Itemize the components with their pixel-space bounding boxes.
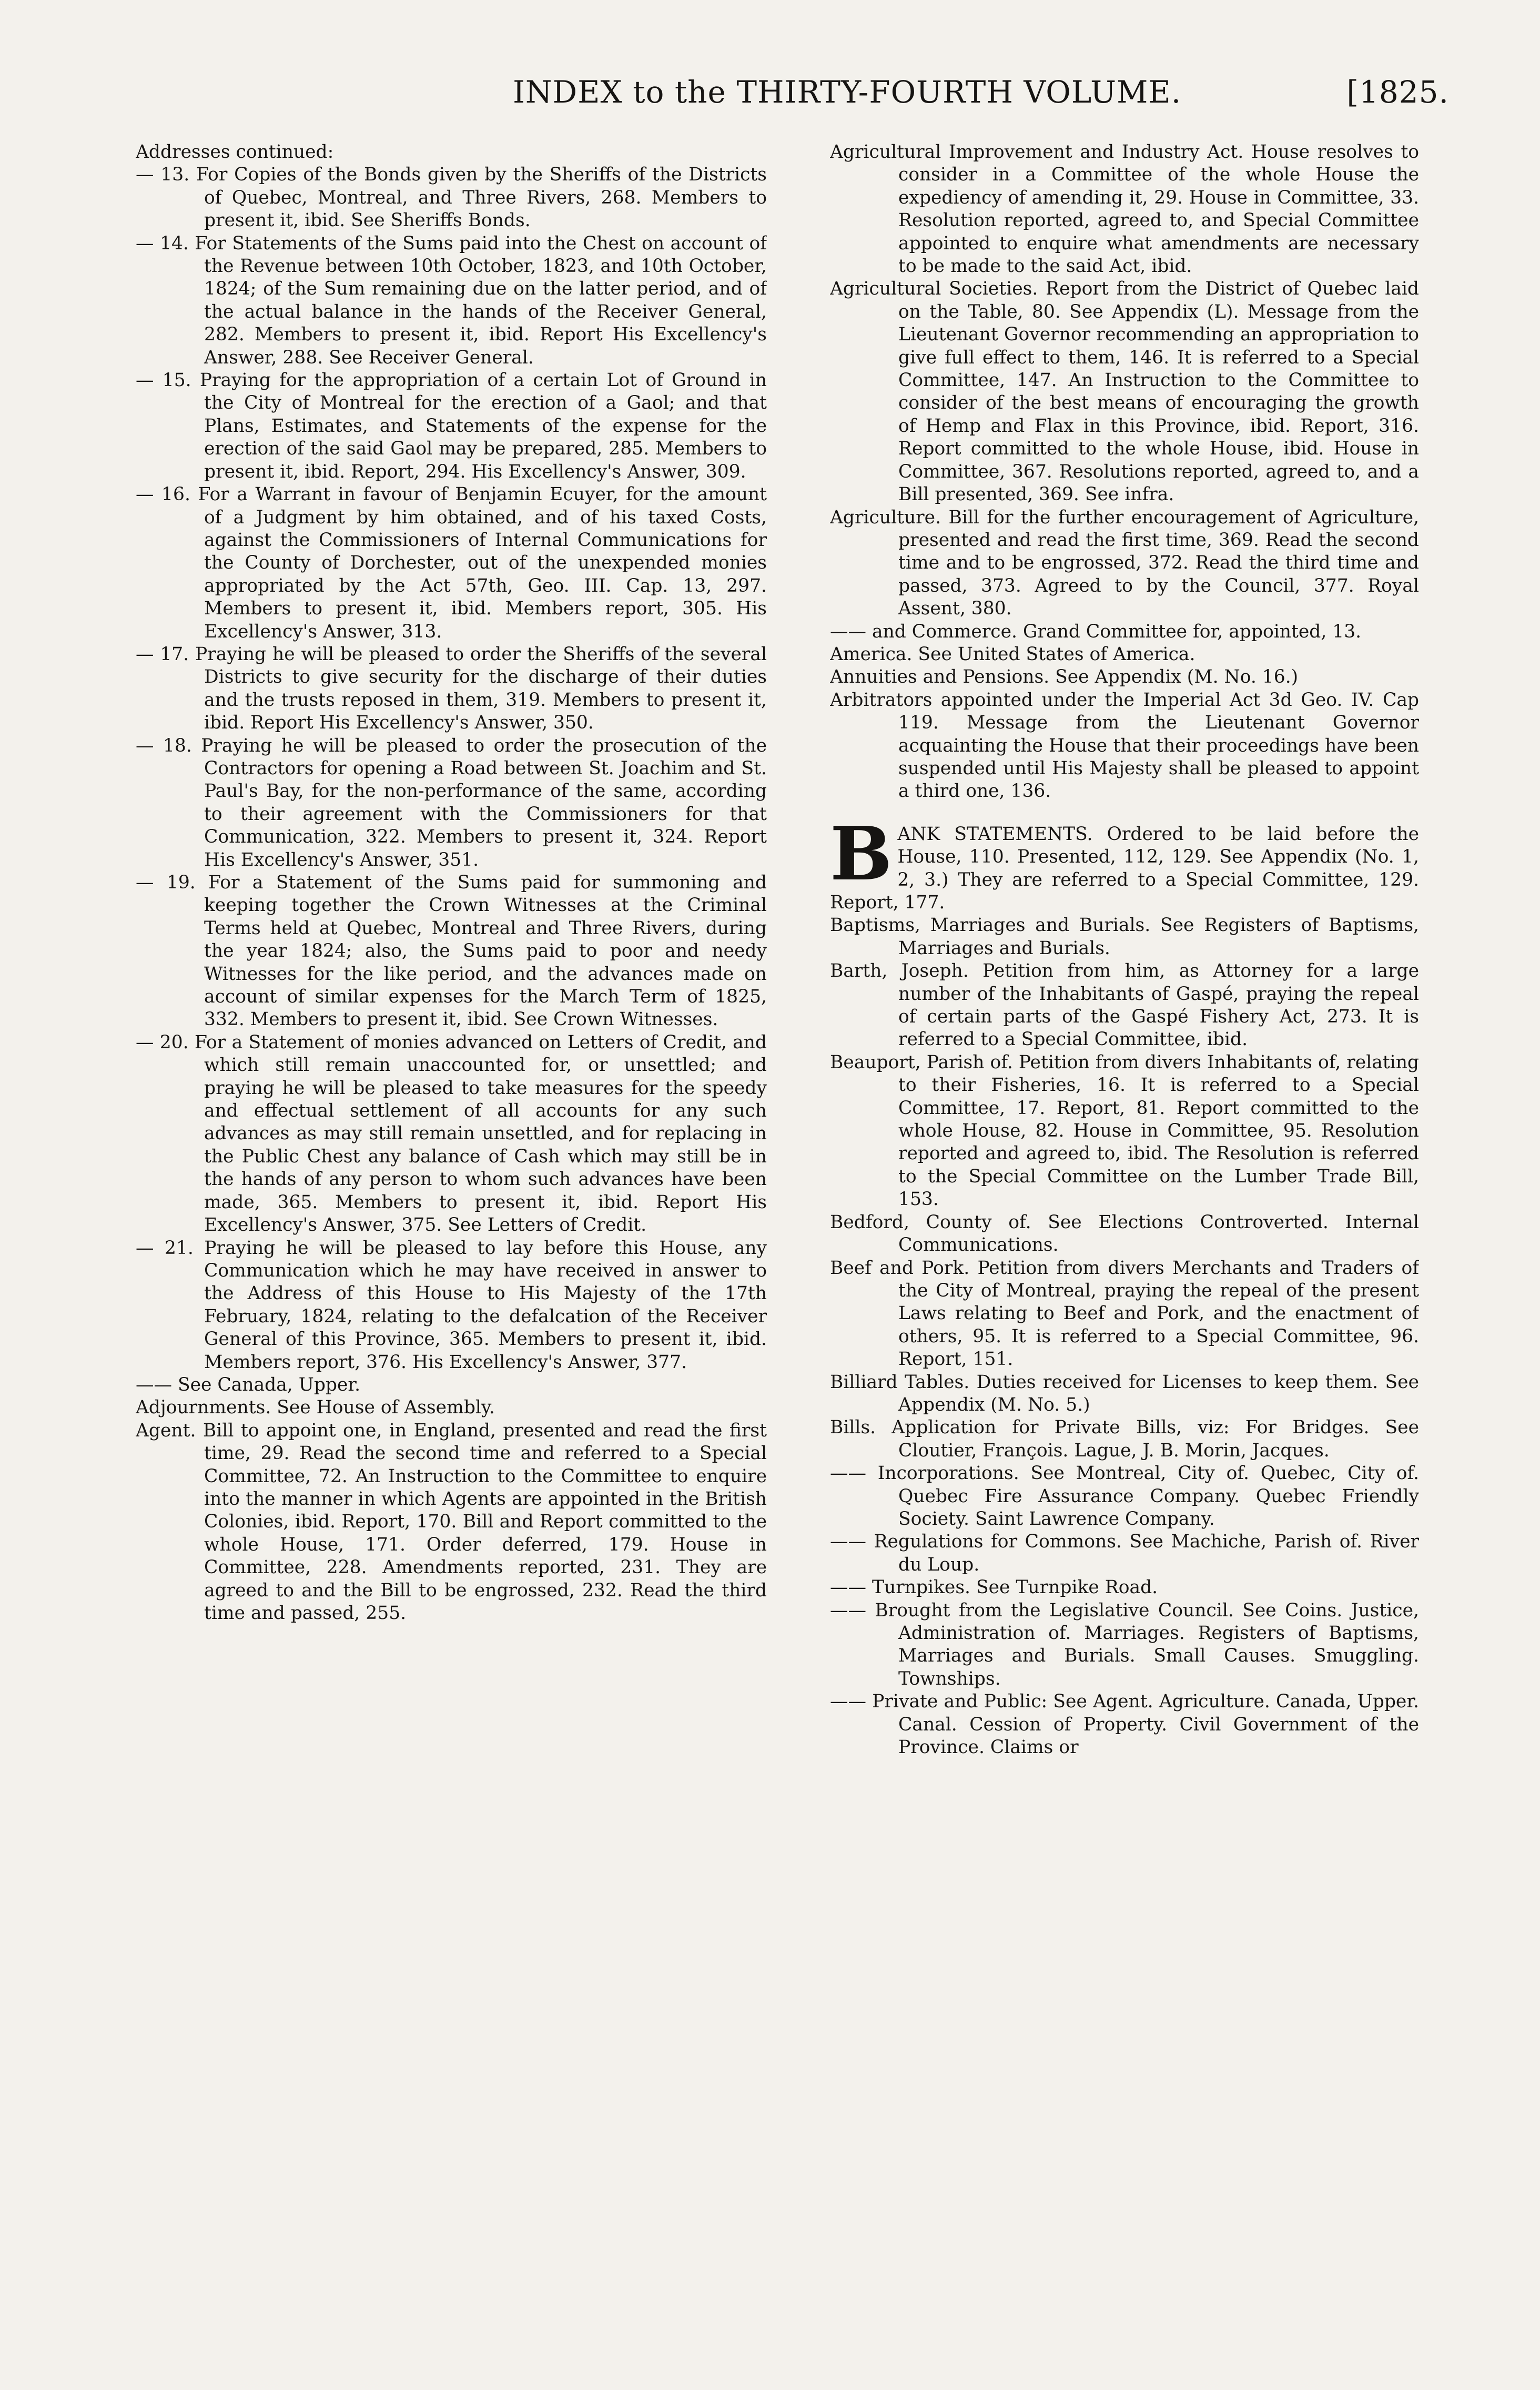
index-entry: Agent. Bill to appoint one, in England, presented and read the first time, 29. Read the second time and referred to a Special Committee, 72. An Instruction to the Committee to enquire into the manner in which Agents are appointed in the British Colonies, ibid. Report, 170. Bill and Report committed to the whole House, 171. Order deferred, 179. House in Committee, 228. Amendments reported, 231. They are agreed to and the Bill to be engrossed, 232. Read the third time and passed, 255. [136, 1420, 767, 1624]
index-entry: Beef and Pork. Petition from divers Merchants and Traders of the City of Montreal, praying the repeal of the present Laws relating to Beef and Pork, and the enactment of others, 95. It is referred to a Special Committee, 96. Report, 151. [830, 1257, 1419, 1370]
index-entry: Annuities and Pensions. See Appendix (M. No. 16.) [830, 666, 1299, 688]
index-entry: Addresses continued: [136, 141, 334, 163]
index-entry: — 13. For Copies of the Bonds given by the Sheriffs of the Districts of Quebec, Montreal, and Three Rivers, 268. Members to present it, ibid. See Sheriffs Bonds. [136, 164, 767, 231]
page-header [513, 68, 1449, 116]
right-column [830, 141, 1419, 2366]
page-title: INDEX to the THIRTY-FOURTH VOLUME. [513, 74, 1182, 110]
index-entry: —— Incorporations. See Montreal, City of. Quebec, City of. Quebec Fire Assurance Company. Quebec Friendly Society. Saint Lawrence Company. [830, 1463, 1419, 1530]
index-entry: — 18. Praying he will be pleased to order the prosecution of the Contractors for opening a Road between St. Joachim and St. Paul's Bay, for the non-performance of the same, according to their agreement with the Commissioners for that Communication, 322. Members to present it, 324. Report His Excellency's Answer, 351. [136, 735, 767, 870]
index-entry: Agriculture. Bill for the further encouragement of Agriculture, presented and read the first time, 369. Read the second time and to be engrossed, 372. Read the third time and passed, 373. Agreed to by the Council, 377. Royal Assent, 380. [830, 507, 1419, 620]
index-entry: — 17. Praying he will be pleased to order the Sheriffs of the several Districts to give security for the discharge of their duties and the trusts reposed in them, 319. Members to present it, ibid. Report His Excellency's Answer, 350. [136, 643, 767, 734]
index-entry: —— and Commerce. Grand Committee for, appointed, 13. [830, 621, 1362, 642]
index-entry: — 21. Praying he will be pleased to lay before this House, any Communication which he may have received in answer to the Address of this House to His Majesty of the 17th February, 1824, relating to the defalcation of the Receiver General of this Province, 365. Members to present it, ibid. Members report, 376. His Excellency's Answer, 377. [136, 1237, 767, 1373]
index-entry: —— Private and Public: See Agent. Agriculture. Canada, Upper. Canal. Cession of Property. Civil Government of the Province. Claims or [830, 1691, 1419, 1758]
index-entry: Baptisms, Marriages and Burials. See Registers of Baptisms, Marriages and Burials. [830, 915, 1419, 959]
index-entry: Agricultural Societies. Report from the District of Quebec laid on the Table, 80. See Appendix (L). Message from the Lieutenant Governor recommending an appropriation to give full effect to them, 146. It is referred to a Special Committee, 147. An Instruction to the Committee to consider of the best means of encouraging the growth of Hemp and Flax in this Province, ibid. Report, 316. Report committed to the whole House, ibid. House in Committee, 367. Resolutions reported, agreed to, and a Bill presented, 369. See infra. [830, 278, 1419, 505]
index-entry: Bedford, County of. See Elections Controverted. Internal Communications. [830, 1211, 1419, 1256]
index-entry: —— Regulations for Commons. See Machiche, Parish of. River du Loup. [830, 1531, 1419, 1575]
index-entry: —— Brought from the Legislative Council. See Coins. Justice, Administration of. Marriages. Registers of Baptisms, Marriages and Burials. Small Causes. Smuggling. Townships. [830, 1599, 1419, 1689]
index-entry: —— See Canada, Upper. [136, 1374, 361, 1395]
index-entry: — 19. For a Statement of the Sums paid for summoning and keeping together the Crown Witnesses at the Criminal Terms held at Quebec, Montreal and Three Rivers, during the year 1824; also, the Sums paid to poor and needy Witnesses for the like period, and the advances made on account of similar expenses for the March Term of 1825, 332. Members to present it, ibid. See Crown Witnesses. [136, 872, 767, 1030]
left-column [136, 141, 767, 2366]
index-entry: —— Turnpikes. See Turnpike Road. [830, 1577, 1158, 1598]
index-entry: Bills. Application for Private Bills, viz: For Bridges. See Cloutier, François. Lague, J. B. Morin, Jacques. [830, 1417, 1419, 1461]
index-entry: Billiard Tables. Duties received for Licenses to keep them. See Appendix (M. No. 5.) [830, 1371, 1419, 1415]
index-entry: — 15. Praying for the appropriation of a certain Lot of Ground in the City of Montreal for the erection of a Gaol; and that Plans, Estimates, and Statements of the expense for the erection of the said Gaol may be prepared, 285. Members to present it, ibid. Report, 294. His Excellency's Answer, 309. [136, 370, 767, 482]
page-year: [1825. [1346, 74, 1449, 110]
index-entry: Adjournments. See House of Assembly. [136, 1397, 495, 1419]
index-entry: — 14. For Statements of the Sums paid into the Chest on account of the Revenue between 10th October, 1823, and 10th October, 1824; of the Sum remaining due on the latter period, and of the actual balance in the hands of the Receiver General, 282. Members to present it, ibid. Report His Excellency's Answer, 288. See Receiver General. [136, 232, 767, 368]
index-entry: — 16. For a Warrant in favour of Benjamin Ecuyer, for the amount of a Judgment by him obtained, and of his taxed Costs, against the Commissioners of Internal Communications for the County of Dorchester, out of the unexpended monies appropriated by the Act 57th, Geo. III. Cap. 13, 297. Members to present it, ibid. Members report, 305. His Excellency's Answer, 313. [136, 484, 767, 642]
drop-cap-letter: B [830, 811, 893, 897]
index-entry: Arbitrators appointed under the Imperial Act 3d Geo. IV. Cap 119. Message from the Lieutenant Governor acquainting the House that their proceedings have been suspended until His Majesty shall be pleased to appoint a third one, 136. [830, 689, 1419, 802]
index-entry: Barth, Joseph. Petition from him, as Attorney for a large number of the Inhabitants of Gaspé, praying the repeal of certain parts of the Gaspé Fishery Act, 273. It is referred to a Special Committee, ibid. [830, 960, 1419, 1050]
index-entry: — 20. For a Statement of monies advanced on Letters of Credit, and which still remain unaccounted for, or unsettled; and praying he will be pleased to take measures for the speedy and effectual settlement of all accounts for any such advances as may still remain unsettled, and for replacing in the Public Chest any balance of Cash which may still be in the hands of any person to whom such advances have been made, 365. Members to present it, ibid. Report His Excellency's Answer, 375. See Letters of Credit. [136, 1031, 767, 1236]
bank-statements-text: ANK STATEMENTS. Ordered to be laid before the House, 110. Presented, 112, 129. See Appendix (No. 1, 2, 3.) They are referred to a Special Committee, 129. Report, 177. [830, 823, 1419, 913]
section-b-entry [830, 811, 1419, 915]
index-entry: Beauport, Parish of. Petition from divers Inhabitants of, relating to their Fisheries, 16. It is referred to a Special Committee, 17. Report, 81. Report committed to the whole House, 82. House in Committee, 95. Resolution reported and agreed to, ibid. The Resolution is referred to the Special Committee on the Lumber Trade Bill, 153. [830, 1051, 1419, 1210]
index-entry: Agricultural Improvement and Industry Act. House resolves to consider in a Committee of the whole House the expediency of amending it, 29. House in Committee, 33. Resolution reported, agreed to, and Special Committee appointed to enquire what amendments are necessary to be made to the said Act, ibid. [830, 141, 1419, 277]
index-entry: America. See United States of America. [830, 643, 1195, 665]
